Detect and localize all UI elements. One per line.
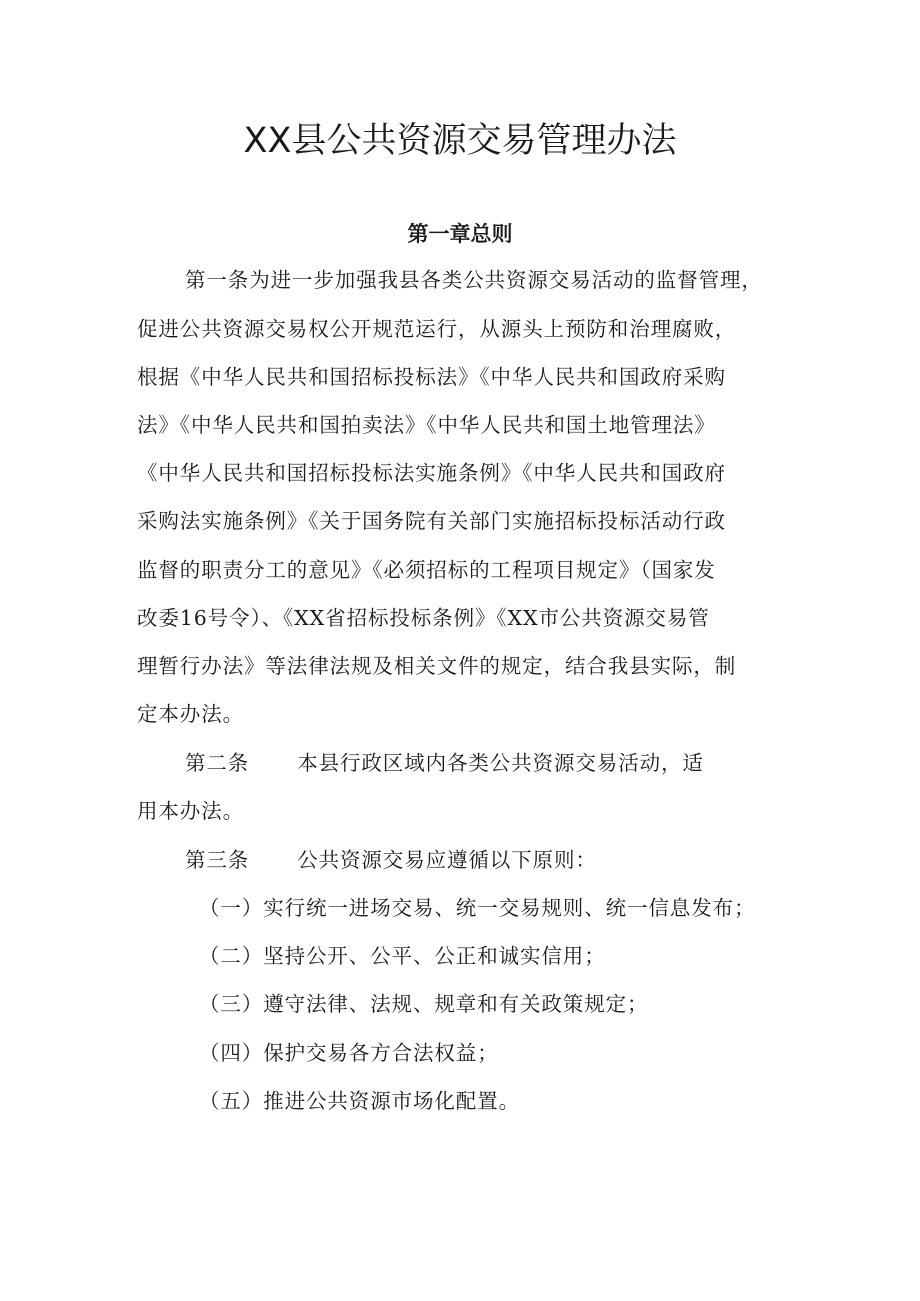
principle-item: （四）保护交易各方合法权益； <box>199 1041 499 1065</box>
article1-line: 法》《中华人民共和国拍卖法》《中华人民共和国土地管理法》 <box>137 413 716 437</box>
article1-line: 《中华人民共和国招标投标法实施条例》《中华人民共和国政府 <box>137 461 726 485</box>
article1-line: 改委16号令）、《XX省招标投标条例》《XX市公共资源交易管 <box>137 606 710 630</box>
article1-line: 第一条为进一步加强我县各类公共资源交易活动的监督管理， <box>185 268 763 292</box>
principle-item: （一）实行统一进场交易、统一交易规则、统一信息发布； <box>199 896 756 920</box>
principle-item: （三）遵守法律、法规、规章和有关政策规定； <box>199 992 649 1016</box>
article2-line1 <box>185 748 875 778</box>
article3-line <box>185 845 875 875</box>
article2-text: 本县行政区域内各类公共资源交易活动，适 <box>297 751 704 775</box>
principle-item: （二）坚持公开、公平、公正和诚实信用； <box>199 944 606 968</box>
article1-line: 采购法实施条例》《关于国务院有关部门实施招标投标活动行政 <box>137 509 726 533</box>
article1-line: 根据《中华人民共和国招标投标法》《中华人民共和国政府采购 <box>137 365 726 389</box>
article3-label: 第三条 <box>185 848 250 872</box>
article1-line: 定本办法。 <box>137 702 244 726</box>
article2-label: 第二条 <box>185 751 250 775</box>
article1-line: 理暂行办法》等法律法规及相关文件的规定，结合我县实际，制 <box>137 654 737 678</box>
article3-text: 公共资源交易应遵循以下原则： <box>297 848 597 872</box>
chapter-heading: 第一章总则 <box>407 222 513 246</box>
article1-line: 监督的职责分工的意见》《必须招标的工程项目规定》（国家发 <box>137 558 716 582</box>
document-title: XX县公共资源交易管理办法 <box>243 121 677 161</box>
principle-item: （五）推进公共资源市场化配置。 <box>199 1089 520 1113</box>
article2-line2: 用本办法。 <box>137 799 244 823</box>
article1-line: 促进公共资源交易权公开规范运行，从源头上预防和治理腐败， <box>137 317 737 341</box>
